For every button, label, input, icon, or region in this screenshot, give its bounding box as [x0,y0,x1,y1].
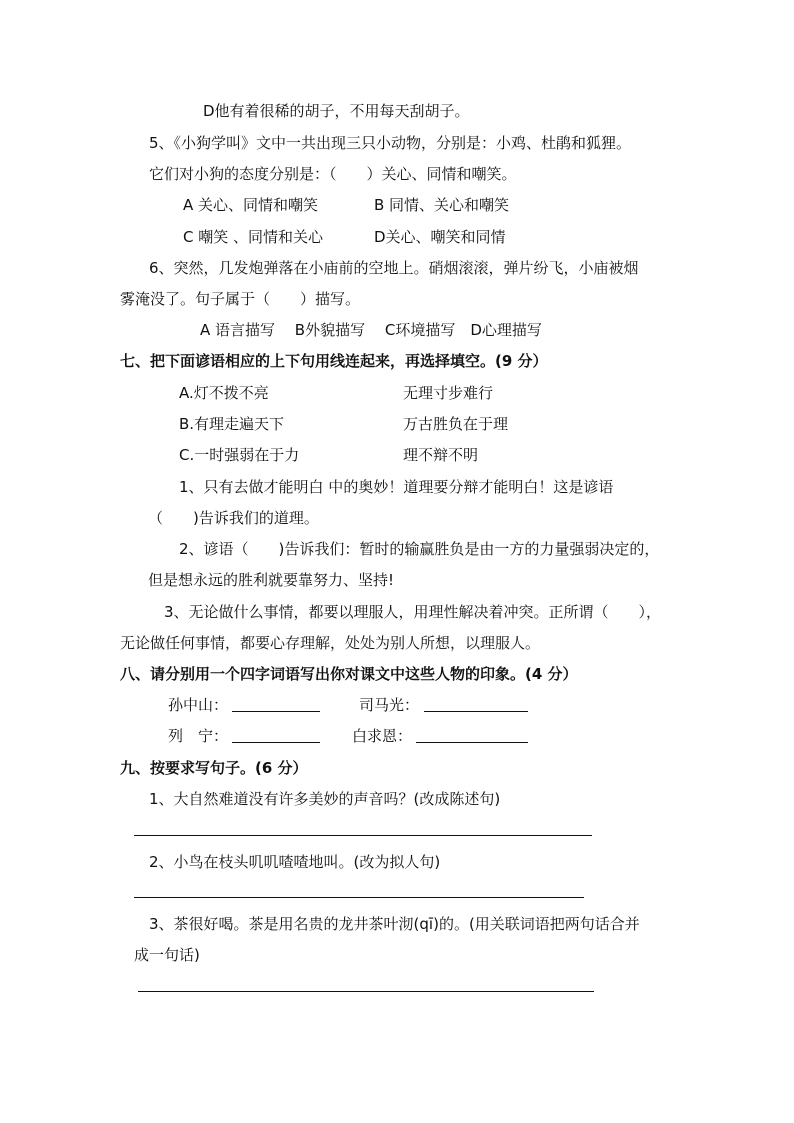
q6-stem-line1: 6、突然，几发炮弹落在小庙前的空地上。硝烟滚滚，弹片纷飞，小庙被烟 [149,259,639,277]
q5-option-c: C 嘲笑 、同情和关心 [183,228,324,246]
answer-blank-2[interactable] [424,711,528,712]
s7-q2-line2: 但是想永远的胜利就要靠努力、坚持! [148,571,395,589]
proverb-left-b: B.有理走遍天下 [179,415,285,433]
name-label-3: 列 宁： [168,727,229,745]
name-label-4: 白求恩： [352,727,413,745]
q5-option-a: A 关心、同情和嘲笑 [183,196,319,214]
answer-blank-4[interactable] [416,742,528,743]
s9-q2: 2、小鸟在枝头叽叽喳喳地叫。(改为拟人句) [149,853,441,871]
q5-option-b: B 同情、关心和嘲笑 [374,196,510,214]
q5-stem-line1: 5、《小狗学叫》文中一共出现三只小动物，分别是：小鸡、杜鹃和狐狸。 [149,134,632,152]
s9-q3-line2: 成一句话) [134,946,200,964]
answer-blank-1[interactable] [232,711,320,712]
s7-q3-line2: 无论做任何事情，都要心存理解，处处为别人所想，以理服人。 [120,634,541,652]
q5-option-d: D关心、嘲笑和同情 [374,228,506,246]
s9-q1: 1、大自然难道没有许多美妙的声音吗？(改成陈述句) [149,790,501,808]
s7-q1-line2: （ )告诉我们的道理。 [148,509,319,527]
s9-q3-line1: 3、茶很好喝。茶是用名贵的龙井茶叶沏(qī)的。(用关联词语把两句话合并 [149,915,640,933]
s7-q2-line1: 2、谚语（ )告诉我们：暂时的输赢胜负是由一方的力量强弱决定的， [179,540,660,558]
answer-blank-3[interactable] [232,742,320,743]
s9-answer-line-3[interactable] [138,991,594,992]
s7-q1-line1: 1、只有去做才能明白 中的奥妙！道理要分辩才能明白！这是谚语 [179,478,614,496]
section8-heading: 八、请分别用一个四字词语写出你对课文中这些人物的印象。(4 分） [120,665,578,683]
section7-heading: 七、把下面谚语相应的上下句用线连起来，再选择填空。(9 分） [120,352,548,370]
q5-stem-line2: 它们对小狗的态度分别是：（ ）关心、同情和嘲笑。 [149,165,517,183]
q6-stem-line2: 雾淹没了。句子属于（ ）描写。 [120,290,361,308]
q6-options: A 语言描写 B外貌描写 C环境描写 D心理描写 [200,321,542,339]
s9-answer-line-2[interactable] [134,897,584,898]
s9-answer-line-1[interactable] [134,835,592,836]
section9-heading: 九、按要求写句子。(6 分） [120,759,308,777]
s7-q3-line1: 3、无论做什么事情，都要以理服人，用理性解决着冲突。正所谓（ ）， [164,603,662,621]
proverb-left-c: C.一时强弱在于力 [179,446,300,464]
q4-option-d: D他有着很稀的胡子，不用每天刮胡子。 [203,102,470,120]
name-label-2: 司马光： [359,696,420,714]
name-label-1: 孙中山： [168,696,229,714]
proverb-right-3: 理不辩不明 [403,446,479,464]
proverb-left-a: A.灯不拨不亮 [179,384,269,402]
proverb-right-2: 万古胜负在于理 [403,415,509,433]
proverb-right-1: 无理寸步难行 [403,384,494,402]
